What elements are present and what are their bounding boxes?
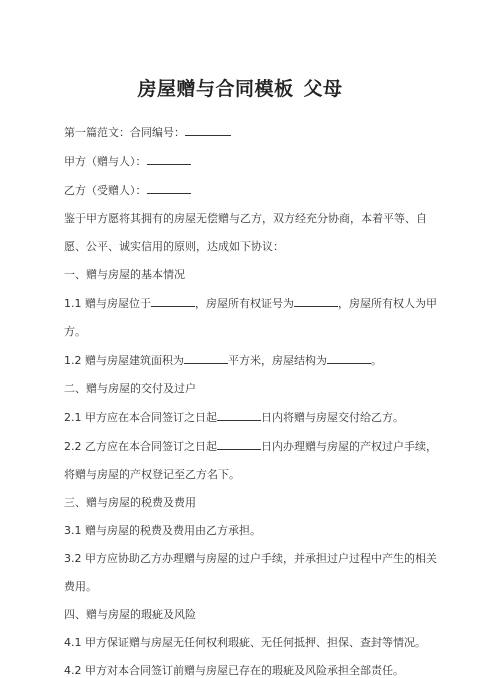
section-heading-3: 三、赠与房屋的税费及费用	[64, 496, 196, 509]
clause-4-2: 4.2 甲方对本合同签订前赠与房屋已存在的瑕疵及风险承担全部责任。	[64, 664, 404, 677]
clause-2-2-cont: 将赠与房屋的产权登记至乙方名下。	[64, 468, 240, 481]
document-title	[64, 0, 416, 101]
section-heading-1: 一、赠与房屋的基本情况	[64, 268, 185, 281]
contract-number-line: 第一篇范文：合同编号：	[64, 125, 416, 140]
section-heading-4: 四、赠与房屋的瑕疵及风险	[64, 608, 196, 621]
clause-3-1: 3.1 赠与房屋的税费及费用由乙方承担。	[64, 524, 261, 537]
clause-2-2: 2.2 乙方应在本合同签订之日起 日内办理赠与房屋的产权过户手续，	[64, 440, 437, 453]
blank-field	[151, 296, 195, 307]
preamble-line-1: 鉴于甲方愿将其拥有的房屋无偿赠与乙方，双方经充分协商，本着平等、自	[64, 212, 427, 225]
blank-field	[217, 439, 261, 450]
blank-field	[294, 296, 338, 307]
clause-3-2-cont: 费用。	[64, 580, 97, 593]
clause-2-1: 2.1 甲方应在本合同签订之日起 日内将赠与房屋交付给乙方。	[64, 411, 404, 424]
blank-field	[327, 353, 371, 364]
section-heading-2: 二、赠与房屋的交付及过户	[64, 382, 196, 395]
preamble-line-2: 愿、公平、诚实信用的原则，达成如下协议：	[64, 240, 284, 253]
clause-1-1: 1.1 赠与房屋位于 ，房屋所有权证号为 ，房屋所有权人为甲	[64, 297, 437, 310]
blank-field	[184, 353, 228, 364]
title-main: 房屋赠与合同模板	[137, 78, 294, 100]
blank-field	[185, 125, 231, 136]
blank-field	[147, 183, 191, 194]
clause-1-1-cont: 方。	[64, 325, 86, 338]
blank-field	[147, 154, 191, 165]
clause-4-1: 4.1 甲方保证赠与房屋无任何权利瑕疵、无任何抵押、担保、查封等情况。	[64, 636, 426, 649]
party-b-line: 乙方（受赠人）：	[64, 183, 416, 198]
party-a-line: 甲方（赠与人）：	[64, 154, 416, 169]
clause-1-2: 1.2 赠与房屋建筑面积为 平方米，房屋结构为 。	[64, 354, 382, 367]
clause-3-2: 3.2 甲方应协助乙方办理赠与房屋的过户手续，并承担过户过程中产生的相关	[64, 552, 437, 565]
blank-field	[217, 410, 261, 421]
document-body	[64, 125, 437, 678]
title-sub: 父母	[303, 78, 343, 100]
